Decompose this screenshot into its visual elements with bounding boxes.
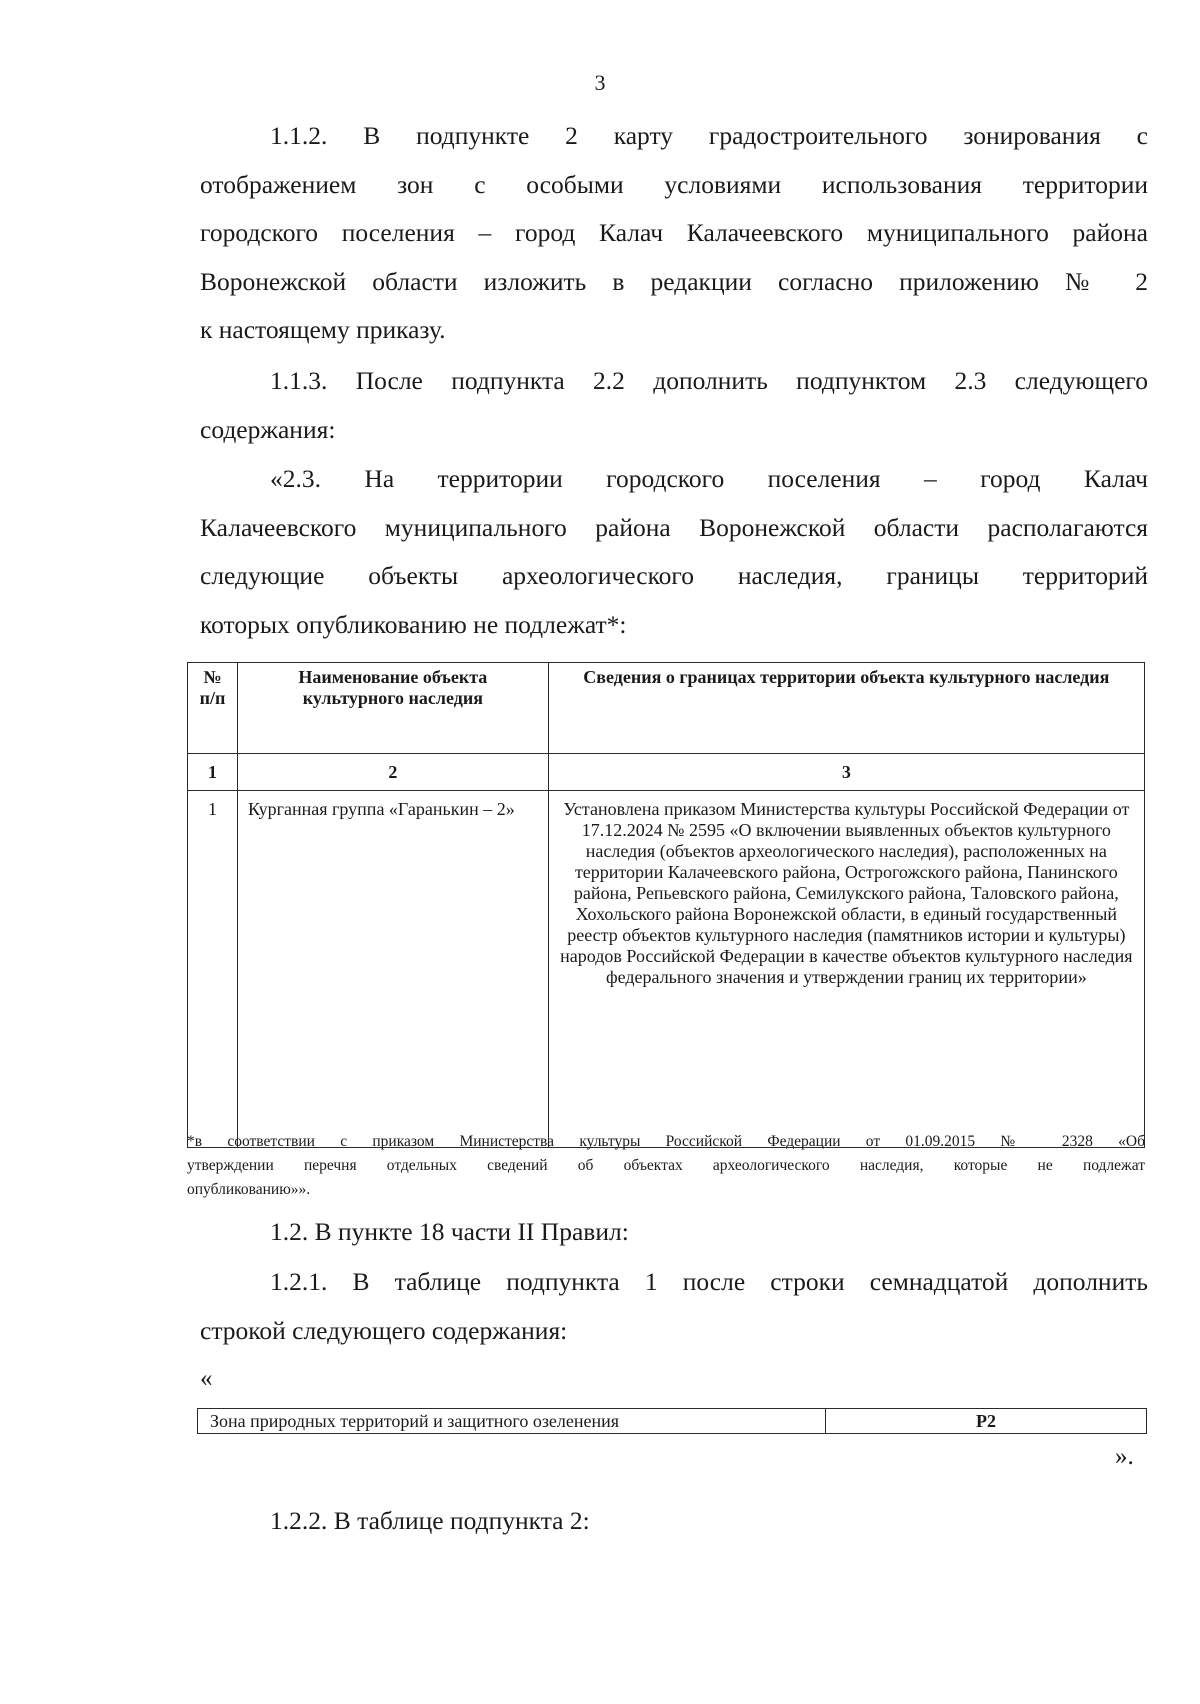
text-line: 1.2. В пункте 18 части II Правил: xyxy=(270,1217,629,1246)
zone-code: Р2 xyxy=(826,1409,1147,1434)
text-line: 1.1.2. В подпункте 2 карту градостроительного зонирования с xyxy=(270,121,1148,150)
column-numbers-row xyxy=(188,754,1145,791)
text-line: Воронежской области изложить в редакции согласно приложению № 2 xyxy=(200,266,1148,296)
text-line: 1.1.3. После подпункта 2.2 дополнить подпунктом 2.3 следующего xyxy=(270,366,1148,395)
text-line: Калачеевского муниципального района Воронежской области располагаются xyxy=(200,512,1148,542)
column-number: 1 xyxy=(188,754,238,791)
footnote-line: *в соответствии с приказом Министерства культуры Российской Федерации от 01.09.2015 № 2328 «Об xyxy=(187,1133,1145,1150)
footnote-line: опубликованию»». xyxy=(187,1181,311,1198)
quote-open: « xyxy=(200,1365,213,1392)
row-number: 1 xyxy=(188,791,238,1148)
text-line: строкой следующего содержания: xyxy=(200,1315,568,1345)
paragraph-1-1-2 xyxy=(200,112,1148,355)
paragraph-1-2-1 xyxy=(200,1258,1148,1355)
paragraph-2-3 xyxy=(200,455,1148,649)
header-object-name: Наименование объекта культурного наследия xyxy=(237,663,548,754)
table-row xyxy=(198,1409,1147,1434)
text-line: содержания: xyxy=(200,414,336,444)
table-header-row xyxy=(188,663,1145,754)
quote-close: ». xyxy=(1115,1443,1134,1470)
text-line: 1.2.2. В таблице подпункта 2: xyxy=(270,1506,590,1535)
text-line: городского поселения – город Калач Калачеевского муниципального района xyxy=(200,218,1148,247)
paragraph-1-1-3 xyxy=(200,357,1148,454)
header-number: № п/п xyxy=(188,663,238,754)
header-boundary-info: Сведения о границах территории объекта культурного наследия xyxy=(548,663,1144,754)
text-line: «2.3. На территории городского поселения – город Калач xyxy=(270,464,1148,493)
column-number: 3 xyxy=(548,754,1144,791)
heritage-table xyxy=(187,662,1145,1148)
zone-name: Зона природных территорий и защитного озеленения xyxy=(198,1409,826,1434)
footnote-line: утверждении перечня отдельных сведений об объектах археологического наследия, которые не подлежат xyxy=(187,1157,1145,1174)
paragraph-1-2-2 xyxy=(200,1497,1148,1546)
text-line: 1.2.1. В таблице подпункта 1 после строки семнадцатой дополнить xyxy=(270,1267,1148,1296)
page-number: 3 xyxy=(594,70,606,95)
text-line: которых опубликованию не подлежат*: xyxy=(200,609,627,639)
table-row xyxy=(188,791,1145,1148)
text-line: отображением зон с особыми условиями использования территории xyxy=(200,169,1148,199)
boundary-info: Установлена приказом Министерства культуры Российской Федерации от 17.12.2024 № 2595 «О включении выявленных объектов культурного наследия (объектов археологического наследия), расположенных на территории Калачеевского района, Острогожского района, Панинского района, Репьевского района, Семилукского района, Таловского района, Хохольского района Воронежской области, в единый государственный реестр объектов культурного наследия (памятников истории и культуры) народов Российской Федерации в качестве объектов культурного наследия федерального значения и утверждении границ их территории» xyxy=(548,791,1144,1148)
text-line: следующие объекты археологического наследия, границы территорий xyxy=(200,561,1148,590)
text-line: к настоящему приказу. xyxy=(200,315,446,344)
paragraph-1-2 xyxy=(200,1208,1148,1257)
zone-table xyxy=(197,1408,1147,1434)
footnote xyxy=(187,1130,1145,1202)
object-name: Курганная группа «Гаранькин – 2» xyxy=(237,791,548,1148)
column-number: 2 xyxy=(237,754,548,791)
